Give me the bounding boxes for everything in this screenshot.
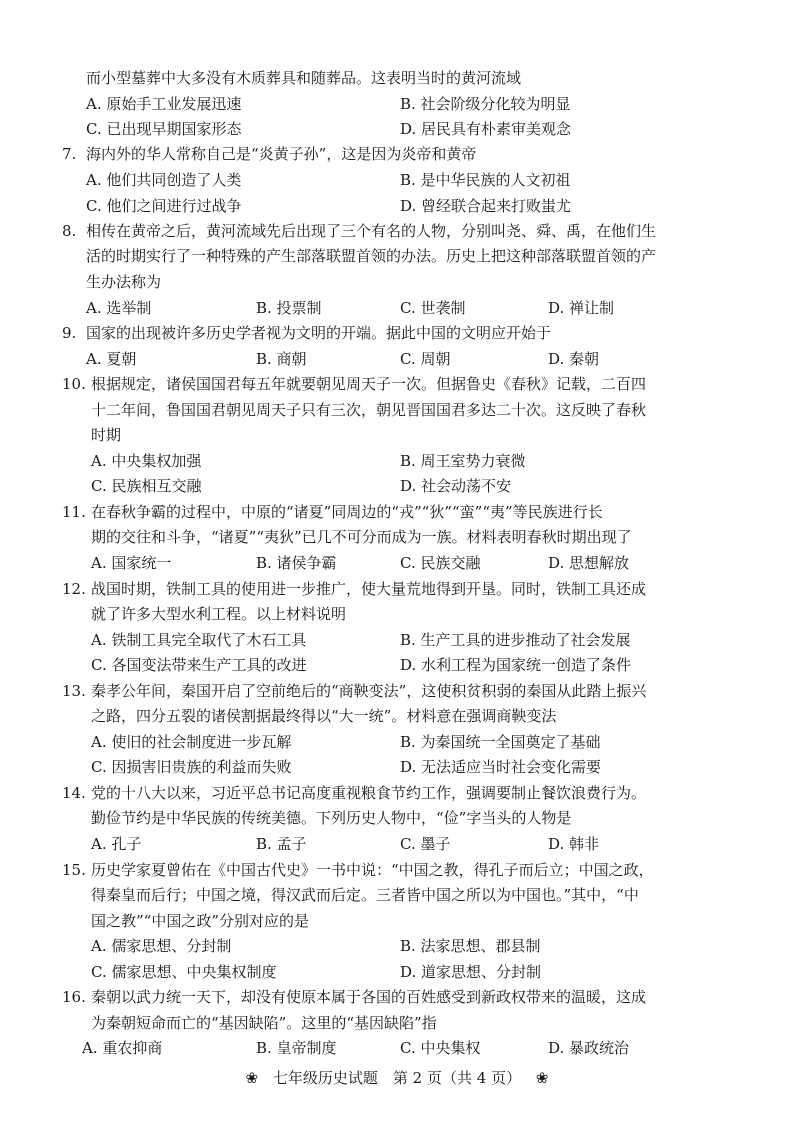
option-b: B. 商朝	[256, 350, 307, 368]
option-d: D. 社会动荡不安	[400, 477, 512, 495]
question-stem-line: 就了许多大型水利工程。以上材料说明	[91, 605, 347, 623]
option-d: D. 韩非	[548, 835, 600, 853]
option-d: D. 无法适应当时社会变化需要	[400, 758, 602, 776]
option-a: A. 儒家思想、分封制	[91, 937, 232, 955]
option-d: D. 秦朝	[548, 350, 600, 368]
option-a: A. 孔子	[91, 835, 142, 853]
option-b: B. 周王室势力衰微	[400, 452, 526, 470]
option-a: A. 国家统一	[91, 554, 172, 572]
question-number: 11.	[62, 503, 86, 521]
question-stem-line: 期的交往和斗争，“诸夏”“夷狄”已几不可分而成为一族。材料表明春秋时期出现了	[91, 528, 632, 546]
flower-ornament-icon: ❀	[245, 1069, 259, 1087]
question-stem-line: 之路，四分五裂的诸侯割据最终得以“大一统”。材料意在强调商鞅变法	[91, 707, 557, 725]
question-number: 7.	[62, 145, 77, 163]
option-d: D. 禅让制	[548, 299, 615, 317]
option-c: C. 因损害旧贵族的利益而失败	[91, 758, 292, 776]
question-stem-line: 得秦皇而后行；中国之境，得汉武而后定。三者皆中国之所以为中国也。”其中，“中	[91, 886, 639, 904]
option-a: A. 中央集权加强	[91, 452, 202, 470]
option-a: A. 铁制工具完全取代了木石工具	[91, 631, 307, 649]
option-b: B. 法家思想、郡县制	[400, 937, 541, 955]
option-c: C. 民族相互交融	[91, 477, 202, 495]
option-a: A. 重农抑商	[82, 1039, 163, 1057]
option-c: C. 墨子	[400, 835, 451, 853]
question-stem-line: 国之教”“中国之政”分别对应的是	[91, 912, 310, 930]
q6-option-a: A. 原始手工业发展迅速	[86, 95, 242, 113]
question-number: 14.	[62, 784, 86, 802]
option-d: D. 道家思想、分封制	[400, 963, 542, 981]
question-number: 10.	[62, 375, 86, 393]
question-stem-line: 根据规定，诸侯国国君每五年就要朝见周天子一次。但据鲁史《春秋》记载，二百四	[91, 375, 647, 393]
option-a: A. 使旧的社会制度进一步瓦解	[91, 733, 292, 751]
footer-page-info: 七年级历史试题 第 2 页（共 4 页）	[272, 1069, 522, 1087]
option-c: C. 他们之间进行过战争	[86, 197, 242, 215]
option-a: A. 选举制	[86, 299, 152, 317]
option-c: C. 中央集权	[400, 1039, 481, 1057]
question-number: 13.	[62, 682, 86, 700]
question-stem-line: 为秦朝短命而亡的“基因缺陷”。这里的“基因缺陷”指	[91, 1014, 437, 1032]
question-stem-line: 相传在黄帝之后，黄河流域先后出现了三个有名的人物，分别叫尧、舜、禹，在他们生	[86, 222, 657, 240]
option-c: C. 周朝	[400, 350, 451, 368]
option-b: B. 为秦国统一全国奠定了基础	[400, 733, 601, 751]
question-stem-line: 活的时期实行了一种特殊的产生部落联盟首领的办法。历史上把这种部落联盟首领的产	[86, 247, 657, 265]
question-number: 16.	[62, 988, 86, 1006]
question-stem-line: 勤俭节约是中华民族的传统美德。下列历史人物中，“俭”字当头的人物是	[91, 809, 572, 827]
option-d: D. 水利工程为国家统一创造了条件	[400, 656, 632, 674]
question-stem-line: 时期	[91, 426, 122, 444]
q6-option-d: D. 居民具有朴素审美观念	[400, 120, 572, 138]
question-stem-line: 生办法称为	[86, 273, 162, 291]
question-stem-line: 历史学家夏曾佑在《中国古代史》一书中说：“中国之教，得孔子而后立；中国之政，	[91, 861, 654, 879]
question-stem-line: 在春秋争霸的过程中，中原的“诸夏”同周边的“戎”“狄”“蛮”“夷”等民族进行长	[91, 503, 603, 521]
q6-option-b: B. 社会阶级分化较为明显	[400, 95, 571, 113]
option-a: A. 夏朝	[86, 350, 137, 368]
question-stem-line: 战国时期，铁制工具的使用进一步推广，使大量荒地得到开垦。同时，铁制工具还成	[91, 580, 647, 598]
question-stem-line: 十二年间，鲁国国君朝见周天子只有三次，朝见晋国国君多达二十次。这反映了春秋	[91, 401, 647, 419]
option-c: C. 世袭制	[400, 299, 466, 317]
option-b: B. 是中华民族的人文初祖	[400, 171, 571, 189]
option-c: C. 各国变法带来生产工具的改进	[91, 656, 307, 674]
option-d: D. 暴政统治	[548, 1039, 630, 1057]
option-b: B. 生产工具的进步推动了社会发展	[400, 631, 631, 649]
question-number: 12.	[62, 580, 86, 598]
question-number: 9.	[62, 324, 77, 342]
question-stem-line: 秦孝公年间，秦国开启了空前绝后的“商鞅变法”，这使积贫积弱的秦国从此踏上振兴	[91, 682, 647, 700]
option-c: C. 民族交融	[400, 554, 481, 572]
q6-option-c: C. 已出现早期国家形态	[86, 120, 242, 138]
question-stem-line: 国家的出现被许多历史学者视为文明的开端。据此中国的文明应开始于	[86, 324, 552, 342]
option-b: B. 诸侯争霸	[256, 554, 337, 572]
question-6-stem-tail: 而小型墓葬中大多没有木质葬具和随葬品。这表明当时的黄河流域	[86, 69, 522, 87]
option-b: B. 皇帝制度	[256, 1039, 337, 1057]
question-stem-line: 党的十八大以来，习近平总书记高度重视粮食节约工作，强调要制止餐饮浪费行为。	[91, 784, 647, 802]
flower-ornament-icon: ❀	[535, 1069, 549, 1087]
question-stem-line: 秦朝以武力统一天下，却没有使原本属于各国的百姓感受到新政权带来的温暖，这成	[91, 988, 647, 1006]
question-number: 15.	[62, 861, 86, 879]
page-footer	[0, 1066, 794, 1090]
option-d: D. 曾经联合起来打败蚩尤	[400, 197, 572, 215]
option-b: B. 投票制	[256, 299, 322, 317]
option-d: D. 思想解放	[548, 554, 630, 572]
question-stem-line: 海内外的华人常称自己是“炎黄子孙”，这是因为炎帝和黄帝	[86, 145, 477, 163]
question-number: 8.	[62, 222, 77, 240]
option-a: A. 他们共同创造了人类	[86, 171, 242, 189]
option-c: C. 儒家思想、中央集权制度	[91, 963, 277, 981]
option-b: B. 孟子	[256, 835, 307, 853]
